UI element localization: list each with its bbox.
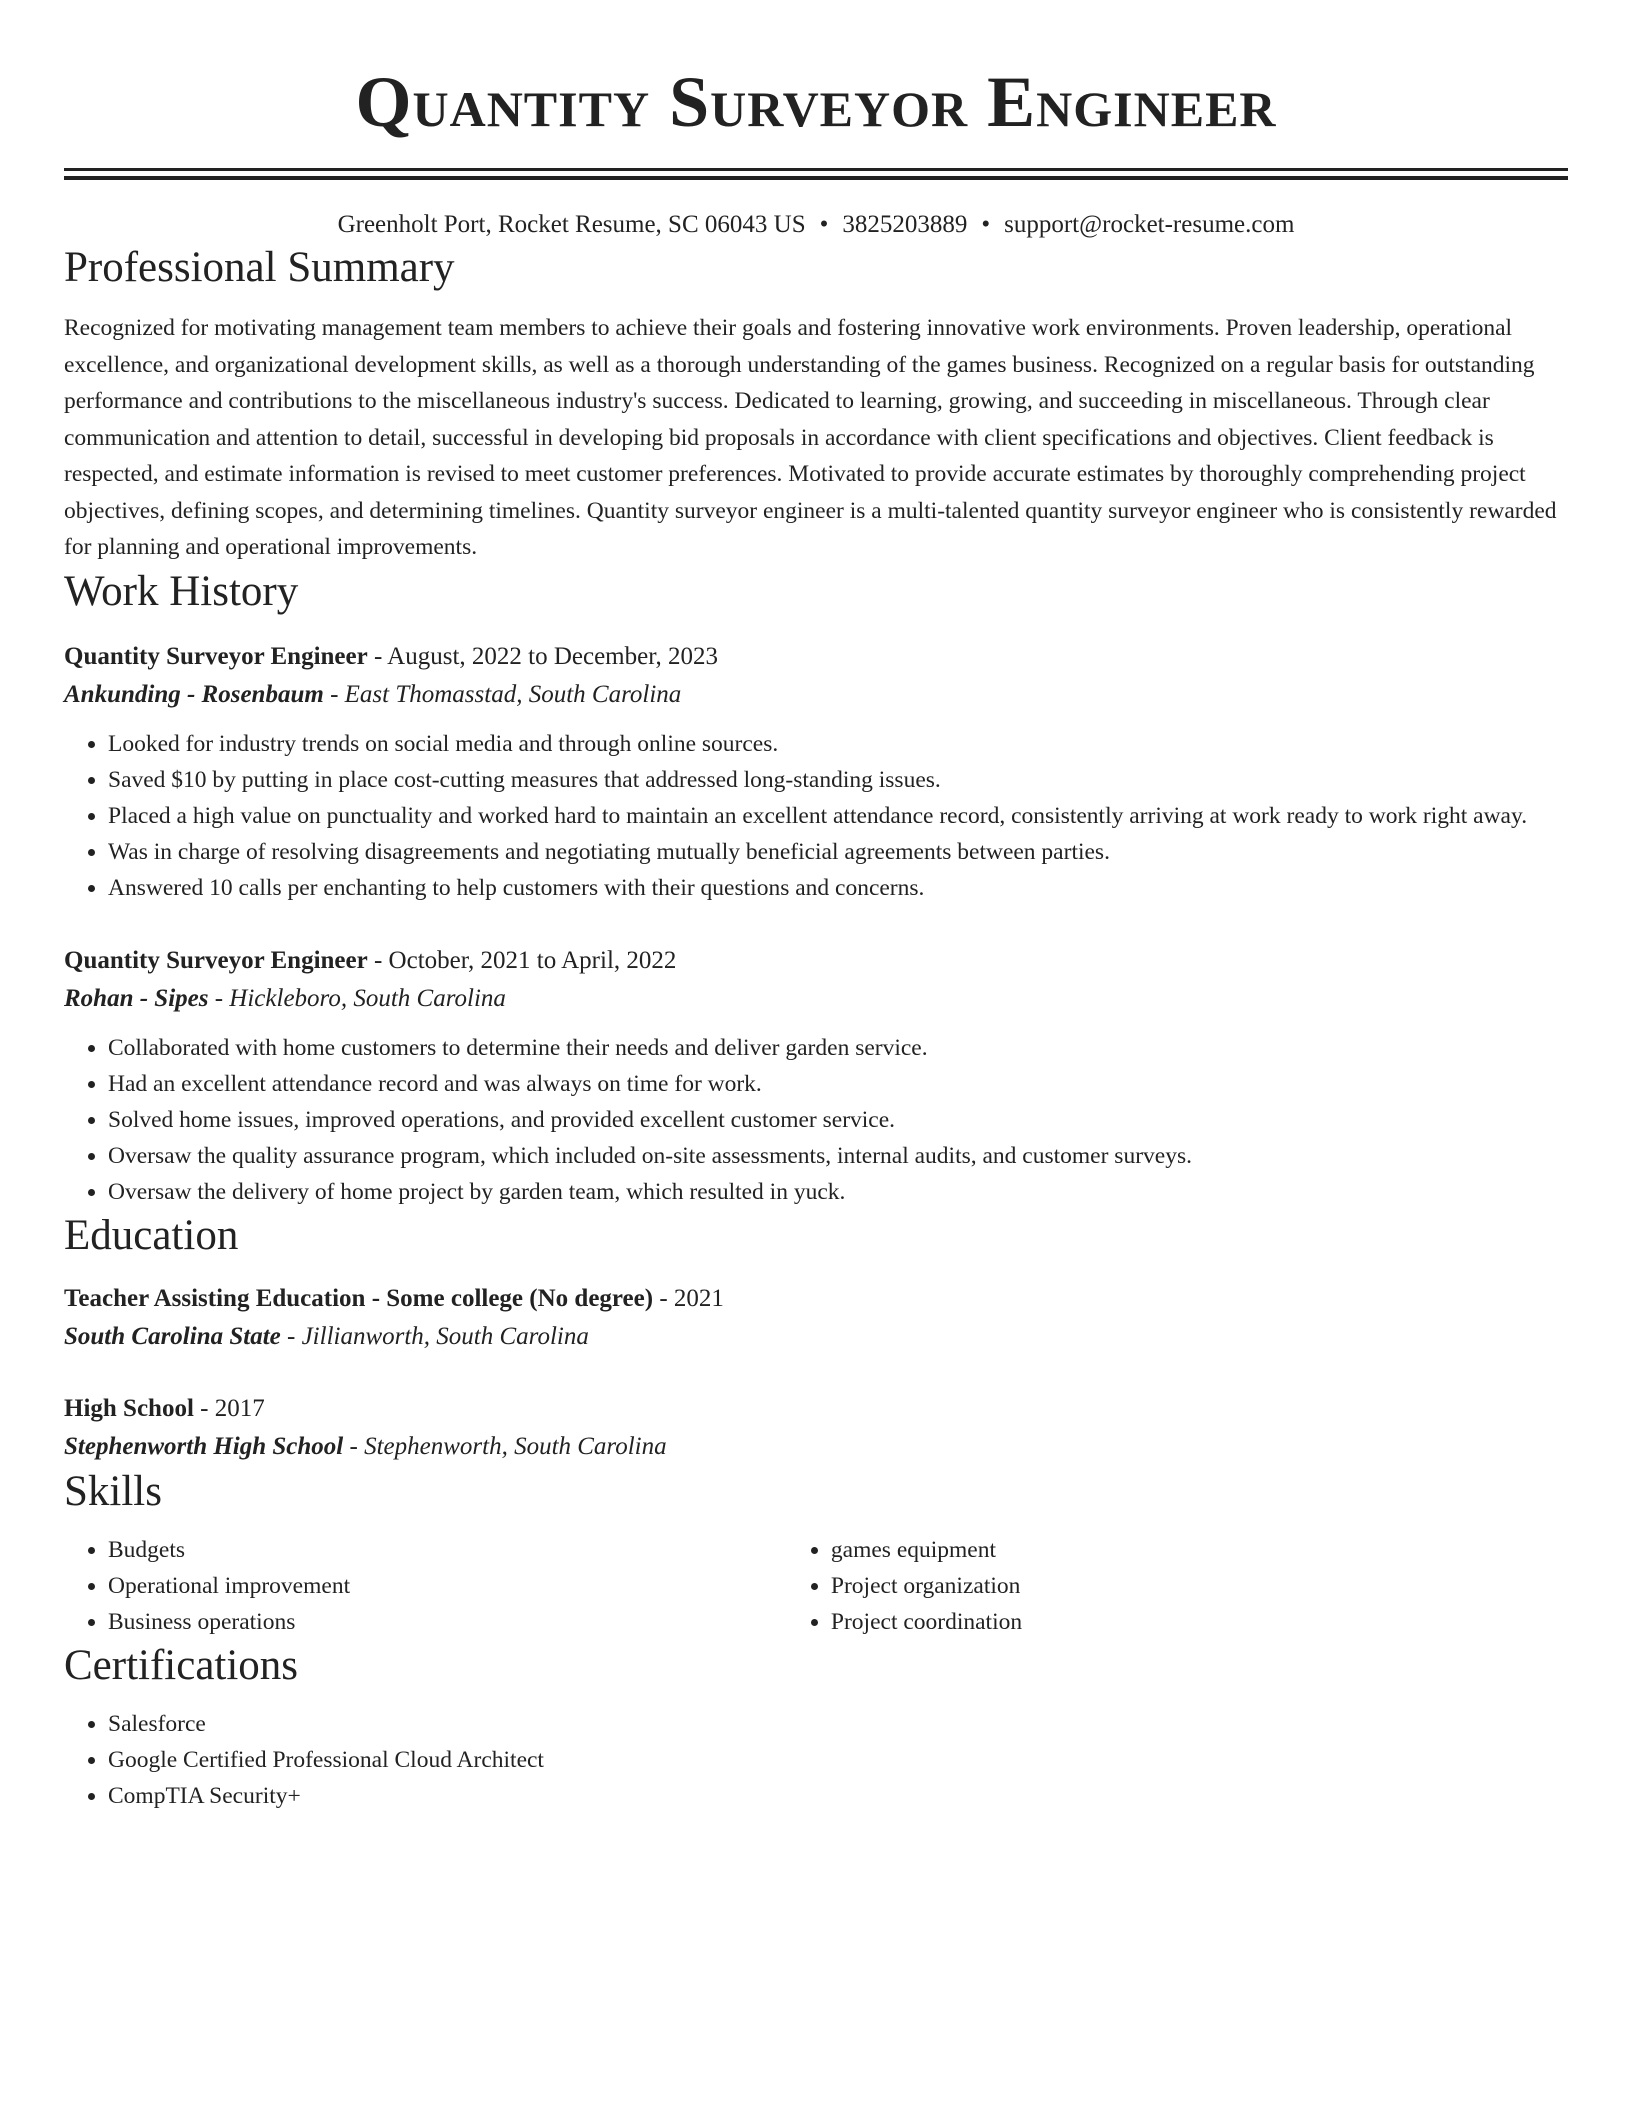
job-company-line — [64, 676, 1568, 714]
job-title: Quantity Surveyor Engineer — [64, 946, 368, 974]
education-year: - 2021 — [653, 1284, 724, 1312]
job-dates: - October, 2021 to April, 2022 — [367, 946, 677, 974]
contact-email: support@rocket-resume.com — [1004, 211, 1295, 238]
skill-item: • Project organization — [831, 1568, 1568, 1604]
skill-item: • games equipment — [831, 1532, 1568, 1568]
contact-line — [64, 208, 1568, 242]
job-dates: - August, 2022 to December, 2023 — [367, 642, 719, 670]
job-bullet-list — [64, 1030, 1568, 1210]
skill-item: • Business operations — [108, 1604, 787, 1640]
resume-title: Quantity Surveyor Engineer — [355, 62, 1277, 142]
education-school-line — [64, 1428, 1568, 1466]
summary-text: Recognized for motivating management team members to achieve their goals and fostering innovative work environments. Proven leadership, operational excellence, and organizational development skills, as well as a thorough understanding of the games business. Recognized on a regular basis for outstanding performance and contributions to the miscellaneous industry's success. Dedicated to learning, growing, and succeeding in miscellaneous. Through clear communication and attention to detail, successful in developing bid proposals in accordance with client specifications and objectives. Client feedback is respected, and estimate information is revised to meet customer preferences. Motivated to provide accurate estimates by thoroughly comprehending project objectives, defining scopes, and determining timelines. Quantity surveyor engineer is a multi-talented quantity surveyor engineer who is consistently rewarded for planning and operational improvements. — [64, 315, 1557, 560]
work-history-heading: Work History — [64, 567, 299, 615]
certifications-list — [64, 1706, 1568, 1814]
job-bullet: • Had an excellent attendance record and was always on time for work. — [108, 1066, 1568, 1102]
job-company: Rohan - Sipes — [64, 984, 209, 1012]
education-school: South Carolina State — [64, 1322, 281, 1350]
job-bullet-list — [64, 726, 1568, 906]
job-company-line — [64, 980, 1568, 1018]
contact-separator: • — [981, 211, 991, 238]
education-location: - Stephenworth, South Carolina — [343, 1432, 667, 1460]
summary-heading: Professional Summary — [64, 244, 455, 291]
education-entry — [64, 1280, 1568, 1356]
certification-item: • Salesforce — [108, 1706, 1568, 1742]
title-divider-thick — [64, 168, 1568, 171]
skills-column-right — [787, 1532, 1568, 1640]
job-company: Ankunding - Rosenbaum — [64, 680, 324, 708]
job-bullet: • Oversaw the delivery of home project by garden team, which resulted in yuck. — [108, 1174, 1568, 1210]
job-entry — [64, 942, 1568, 1210]
education-degree-line — [64, 1390, 1568, 1428]
education-degree: Teacher Assisting Education - Some college (No degree) — [64, 1284, 654, 1312]
job-entry — [64, 638, 1568, 906]
resume-page — [64, 0, 1568, 1814]
job-location: - East Thomasstad, South Carolina — [323, 680, 682, 708]
contact-separator: • — [819, 211, 829, 238]
certification-item: • Google Certified Professional Cloud Architect — [108, 1742, 1568, 1778]
skill-item: • Operational improvement — [108, 1568, 787, 1604]
job-bullet: • Saved $10 by putting in place cost-cutting measures that addressed long-standing issues. — [108, 762, 1568, 798]
contact-address: Greenholt Port, Rocket Resume, SC 06043 US — [337, 211, 806, 238]
skills-heading: Skills — [64, 1467, 162, 1515]
skill-item: • Budgets — [108, 1532, 787, 1568]
education-entry — [64, 1390, 1568, 1466]
education-heading: Education — [64, 1211, 239, 1259]
certifications-heading: Certifications — [64, 1641, 299, 1689]
job-bullet: • Looked for industry trends on social media and through online sources. — [108, 726, 1568, 762]
skills-column-left — [64, 1532, 787, 1640]
job-title-line — [64, 942, 1568, 980]
education-school-line — [64, 1318, 1568, 1356]
job-bullet: • Answered 10 calls per enchanting to help customers with their questions and concerns. — [108, 870, 1568, 906]
contact-phone: 3825203889 — [842, 211, 968, 238]
job-bullet: • Placed a high value on punctuality and worked hard to maintain an excellent attendance record, consistently arriving at work ready to work right away. — [108, 798, 1568, 834]
education-location: - Jillianworth, South Carolina — [280, 1322, 589, 1350]
job-bullet: • Solved home issues, improved operations, and provided excellent customer service. — [108, 1102, 1568, 1138]
job-location: - Hickleboro, South Carolina — [208, 984, 506, 1012]
title-divider-thin — [64, 176, 1568, 180]
skills-list — [64, 1532, 1568, 1640]
skill-item: • Project coordination — [831, 1604, 1568, 1640]
job-bullet: • Collaborated with home customers to determine their needs and deliver garden service. — [108, 1030, 1568, 1066]
job-title-line — [64, 638, 1568, 676]
job-title: Quantity Surveyor Engineer — [64, 642, 368, 670]
certification-item: • CompTIA Security+ — [108, 1778, 1568, 1814]
job-bullet: • Was in charge of resolving disagreements and negotiating mutually beneficial agreements between parties. — [108, 834, 1568, 870]
education-school: Stephenworth High School — [64, 1432, 344, 1460]
job-bullet: • Oversaw the quality assurance program, which included on-site assessments, internal audits, and customer surveys. — [108, 1138, 1568, 1174]
education-year: - 2017 — [193, 1394, 265, 1422]
education-degree-line — [64, 1280, 1568, 1318]
education-degree: High School — [64, 1394, 194, 1422]
